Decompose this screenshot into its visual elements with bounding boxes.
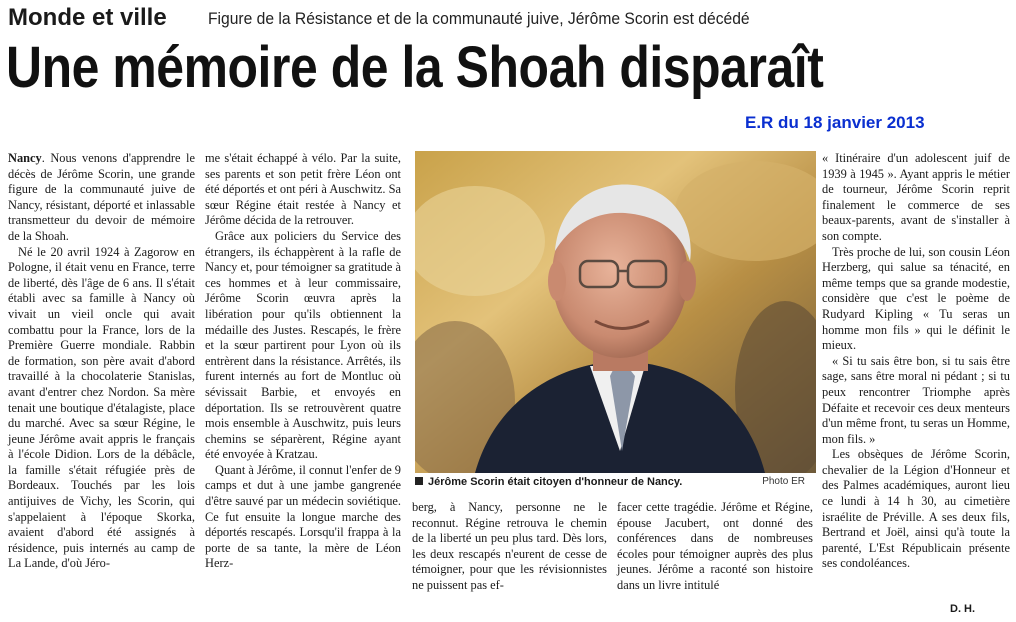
paragraph: « Si tu sais être bon, si tu sais être sage, sans être moral ni pédant ; si tu peux rencontrer Triomphe après Défaite et recevoir ces deux menteurs d'un même front, tu seras un Homme, mon fils. » (822, 353, 1010, 446)
photo-credit: Photo ER (762, 476, 805, 487)
author-signature: D. H. (950, 603, 976, 615)
article-headline: Une mémoire de la Shoah disparaît (6, 35, 824, 100)
portrait-illustration (415, 151, 816, 473)
article-column-2 (205, 151, 401, 572)
article-column-1 (8, 151, 195, 572)
paragraph: berg, à Nancy, personne ne le reconnut. Régine retrouva le chemin de la liberté un peu plus tard. Dès lors, les deux rescapés n'eurent de cesse de témoigner, pour que les révisionnistes ne puissent pas ef- (412, 500, 607, 592)
paragraph: facer cette tragédie. Jérôme et Régine, épouse Jacubert, ont donné des conférences dans de nombreuses écoles pour témoigner auprès des plus jeunes. Jérôme a raconté son histoire dans un livre intitulé (617, 500, 813, 592)
paragraph: Né le 20 avril 1924 à Zagorow en Pologne, il était venu en France, terre de liberté, dès l'âge de 6 ans. Il s'était établi avec sa famille à Nancy où vivait un vieil oncle qui avait combattu pour la France, lors de la Première Guerre mondiale. Rabbin de formation, son père avait d'abord travaillé à la chocolaterie Stanislas, avant d'entrer chez Nordon. Sa mère tenait une boutique d'étalagiste, place du marché. Avec sa sœur Régine, le jeune Jérôme avait appris le français à l'école Didion. Lors de la débâcle, la famille s'était réfugiée près de Bordeaux. Touchés par les lois antijuives de Vichy, les Scorin, qui s'appelaient à l'époque Skorka, avaient d'abord été assignés à résidence, puis internés au camp de La Lande, d'où Jéro- (8, 244, 195, 571)
photo-caption (415, 476, 813, 494)
paragraph-text: . Nous venons d'apprendre le décès de Jérôme Scorin, une grande figure de la communauté juive de Nancy, résistant, déporté et inlassable transmetteur du devoir de mémoire de la Shoah. (8, 151, 195, 243)
source-date-label: E.R du 18 janvier 2013 (745, 113, 925, 132)
paragraph: Quant à Jérôme, il connut l'enfer de 9 camps et dut à une jambe gangrenée d'être sauvé par un médecin soviétique. Ce fut ensuite la longue marche des déportés rescapés. Lorsqu'il frappa à la porte de sa tante, la mère de Léon Herz- (205, 462, 401, 571)
portrait-photo (415, 151, 816, 473)
article-kicker: Figure de la Résistance et de la communauté juive, Jérôme Scorin est décédé (208, 9, 750, 28)
dateline: Nancy (8, 151, 42, 165)
article-column-5 (822, 151, 1010, 572)
paragraph (8, 151, 195, 245)
article-column-4 (617, 500, 813, 594)
caption-text: Jérôme Scorin était citoyen d'honneur de Nancy. (428, 476, 683, 488)
section-rubric: Monde et ville (8, 4, 167, 31)
paragraph: me s'était échappé à vélo. Par la suite, ses parents et son petit frère Léon ont été déportés et ont péri à Auschwitz. Sa sœur Régine était restée à Nancy et Jérôme décida de la retrouver. (205, 151, 401, 228)
paragraph: « Itinéraire d'un adolescent juif de 1939 à 1945 ». Ayant appris le métier de tourneur, Jérôme Scorin reprit finalement le commerce de ses beaux-parents, avant de s'installer à son compte. (822, 151, 1010, 243)
paragraph: Les obsèques de Jérôme Scorin, chevalier de la Légion d'Honneur et des Palmes académiques, auront lieu ce lundi à 14 h 30, au cimetière israélite de Préville. A ses deux fils, Bertrand et Joël, ainsi qu'à toute la parenté, L'Est Républicain présente ses condoléances. (822, 447, 1010, 571)
paragraph: Très proche de lui, son cousin Léon Herzberg, qui salue sa ténacité, en même temps que sa grande modestie, considère que c'est le poème de Rudyard Kipling « Tu seras un homme mon fils » qui le définit le mieux. (822, 244, 1010, 353)
paragraph: Grâce aux policiers du Service des étrangers, ils échappèrent à la rafle de Nancy et, pour témoigner sa gratitude à ces hommes et à leur commissaire, Jérôme Scorin œuvra après la libération pour qu'ils obtiennent la médaille des Justes. Rescapés, le frère et la sœur partirent pour Lyon où ils entrèrent dans la résistance. Arrêtés, ils furent internés au fort de Montluc où sévissait Barbie, et envoyés en déportation. Ils se retrouvèrent quatre mois ensemble à Auschwitz, puis leurs chemins se séparèrent, Régine ayant été envoyée à Kratzau. (205, 228, 401, 462)
caption-square-icon (415, 477, 423, 485)
article-column-3 (412, 500, 607, 594)
